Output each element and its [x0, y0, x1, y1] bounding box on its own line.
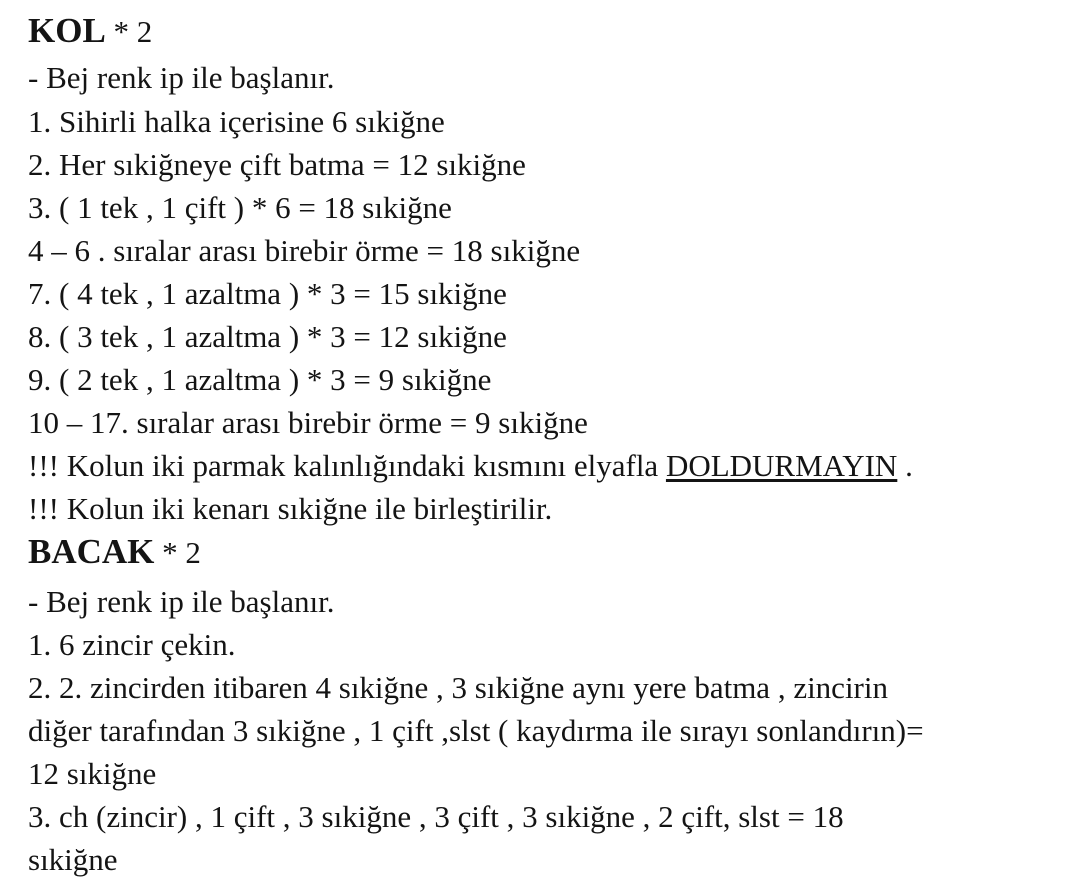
kol-multiplier: * 2: [113, 14, 153, 49]
kol-line: 9. ( 2 tek , 1 azaltma ) * 3 = 9 sıkiğne: [28, 362, 492, 397]
bacak-heading: [28, 533, 201, 572]
kol-note-emphasis: DOLDURMAYIN: [665, 448, 898, 483]
bacak-title: BACAK: [28, 532, 155, 571]
kol-note-stuffing: [28, 447, 913, 485]
bacak-line: 2. 2. zincirden itibaren 4 sıkiğne , 3 sıkiğne aynı yere batma , zincirin: [28, 670, 888, 705]
bacak-line: 3. ch (zincir) , 1 çift , 3 sıkiğne , 3 çift , 3 sıkiğne , 2 çift, slst = 18: [28, 799, 844, 834]
kol-line: 4 – 6 . sıralar arası birebir örme = 18 sıkiğne: [28, 233, 581, 268]
cropped-previous-line: [150, 0, 158, 12]
kol-line: 7. ( 4 tek , 1 azaltma ) * 3 = 15 sıkiğne: [28, 276, 507, 311]
bacak-line: sıkiğne: [28, 842, 118, 877]
kol-note-suffix: .: [897, 448, 913, 483]
kol-line: 10 – 17. sıralar arası birebir örme = 9 sıkiğne: [28, 405, 588, 440]
kol-line: 8. ( 3 tek , 1 azaltma ) * 3 = 12 sıkiğne: [28, 319, 507, 354]
bacak-multiplier: * 2: [162, 535, 201, 570]
kol-note-join: !!! Kolun iki kenarı sıkiğne ile birleştirilir.: [28, 491, 553, 526]
kol-title: KOL: [28, 11, 106, 50]
kol-line: 1. Sihirli halka içerisine 6 sıkiğne: [28, 104, 445, 139]
bacak-line: 1. 6 zincir çekin.: [28, 627, 236, 662]
bacak-line: 12 sıkiğne: [28, 756, 157, 791]
kol-line: 2. Her sıkiğneye çift batma = 12 sıkiğne: [28, 147, 526, 182]
kol-line: 3. ( 1 tek , 1 çift ) * 6 = 18 sıkiğne: [28, 190, 452, 225]
kol-line: - Bej renk ip ile başlanır.: [28, 60, 335, 95]
bacak-line: - Bej renk ip ile başlanır.: [28, 584, 335, 619]
bacak-line: diğer tarafından 3 sıkiğne , 1 çift ,slst ( kaydırma ile sırayı sonlandırın)=: [28, 713, 924, 748]
kol-heading: [28, 12, 152, 51]
kol-note-prefix: !!! Kolun iki parmak kalınlığındaki kısmını elyafla: [28, 448, 666, 483]
